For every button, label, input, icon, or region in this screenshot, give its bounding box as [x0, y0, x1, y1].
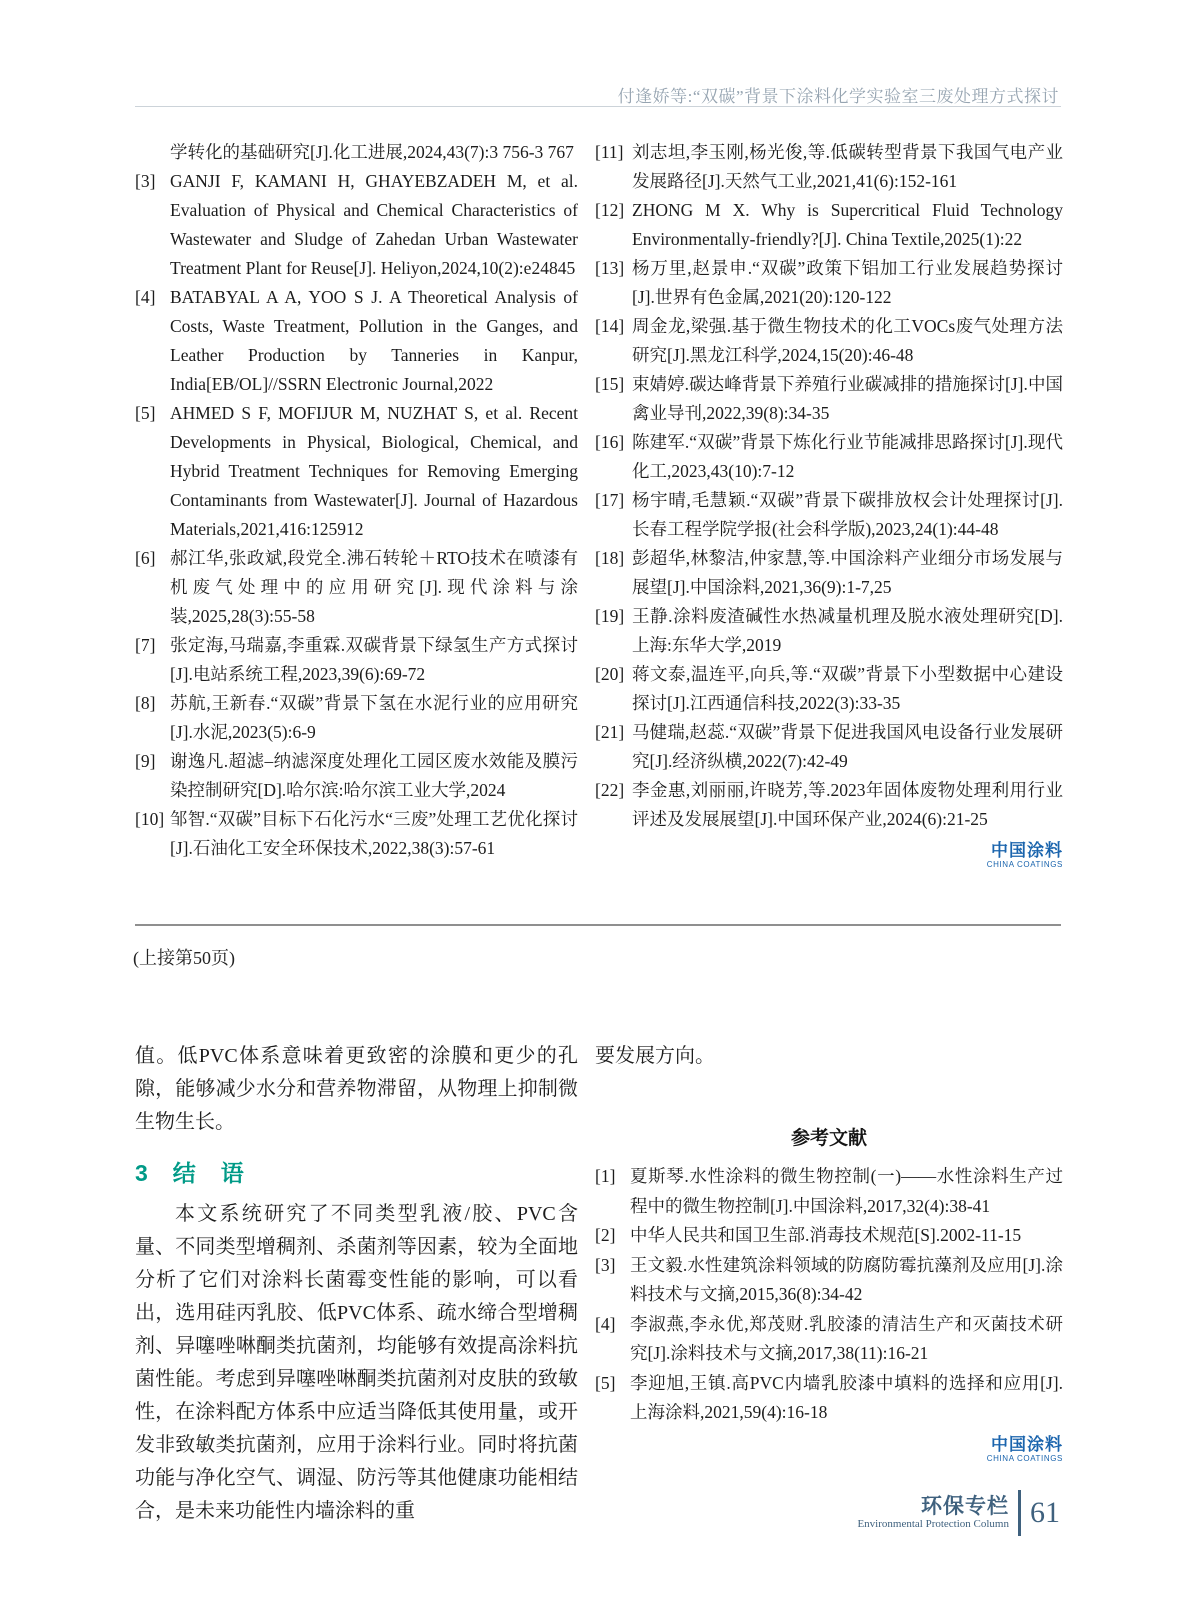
reference-text: ZHONG M X. Why is Supercritical Fluid Technology Environmentally-friendly?[J]. China Textile,2025(1):22 [632, 200, 1063, 249]
reference-number: [8] [135, 693, 156, 713]
reference-text: 王文毅.水性建筑涂料领域的防腐防霉抗藻剂及应用[J].涂料技术与文摘,2015,36(8):34-42 [630, 1254, 1063, 1304]
reference-number: [15] [595, 374, 625, 394]
china-coatings-logo-title: 中国涂料 [991, 841, 1063, 860]
reference-number: [12] [595, 200, 625, 220]
reference-item [595, 602, 1063, 660]
section-heading-conclusion: 3 结 语 [135, 1160, 245, 1186]
article-paragraph-continuation: 要发展方向。 [595, 1045, 715, 1067]
running-head-title: 付逢娇等:“双碳”背景下涂料化学实验室三废处理方式探讨 [617, 87, 1059, 106]
reference-text: 彭超华,林黎洁,仲家慧,等.中国涂料产业细分市场发展与展望[J].中国涂料,2021,36(9):1-7,25 [632, 548, 1063, 597]
page-footer [857, 1490, 1060, 1536]
article-lead-paragraph: 值。低PVC体系意味着更致密的涂膜和更少的孔隙，能够减少水分和营养物滞留，从物理上抑制微生物生长。 [135, 1045, 578, 1133]
reference-number: [5] [135, 403, 156, 423]
reference-number: [14] [595, 316, 625, 336]
reference-item [135, 747, 578, 805]
reference-item [595, 370, 1063, 428]
reference-item [595, 1221, 1063, 1251]
reference-number: [20] [595, 664, 625, 684]
reference-item [595, 718, 1063, 776]
reference-number: [3] [595, 1254, 616, 1275]
page-number: 61 [1030, 1496, 1060, 1529]
reference-number: [3] [135, 171, 156, 191]
reference-text: 学转化的基础研究[J].化工进展,2024,43(7):3 756-3 767 [170, 142, 574, 162]
china-coatings-logo [595, 842, 1063, 869]
reference-item [595, 428, 1063, 486]
reference-text: 李迎旭,王镇.高PVC内墙乳胶漆中填料的选择和应用[J].上海涂料,2021,59(4):16-18 [630, 1372, 1063, 1422]
reference-item [595, 1162, 1063, 1221]
reference-text: GANJI F, KAMANI H, GHAYEBZADEH M, et al. Evaluation of Physical and Chemical Characteristics of Wastewater and Sludge of Zahedan Urban Wastewater Treatment Plant for Reuse[J]. Heliyon,2024,10(2):e24845 [170, 171, 578, 278]
reference-number: [7] [135, 635, 156, 655]
reference-number: [4] [595, 1313, 616, 1334]
continuation-note: (上接第50页) [133, 948, 235, 968]
reference-item [135, 283, 578, 399]
reference-item [595, 660, 1063, 718]
reference-text: 李金惠,刘丽丽,许晓芳,等.2023年固体废物处理利用行业评述及发展展望[J].中国环保产业,2024(6):21-25 [632, 780, 1063, 829]
reference-item [595, 1251, 1063, 1310]
article-column-right [595, 1040, 1063, 1528]
reference-text: 束婧婷.碳达峰背景下养殖行业碳减排的措施探讨[J].中国禽业导刊,2022,39(8):34-35 [632, 374, 1063, 423]
reference-text: BATABYAL A A, YOO S J. A Theoretical Analysis of Costs, Waste Treatment, Pollution in the Ganges, and Leather Production by Tanneries in Kanpur, India[EB/OL]//SSRN Electronic Journal,2022 [170, 287, 578, 394]
reference-text: 夏斯琴.水性涂料的微生物控制(一)——水性涂料生产过程中的微生物控制[J].中国涂料,2017,32(4):38-41 [630, 1166, 1063, 1216]
reference-number: [4] [135, 287, 156, 307]
reference-item [595, 776, 1063, 834]
reference-number: [17] [595, 490, 625, 510]
reference-text: 蒋文泰,温连平,向兵,等.“双碳”背景下小型数据中心建设探讨[J].江西通信科技,2022(3):33-35 [632, 664, 1063, 713]
reference-number: [2] [595, 1225, 616, 1245]
reference-text: 邹智.“双碳”目标下石化污水“三废”处理工艺优化探讨[J].石油化工安全环保技术,2022,38(3):57-61 [170, 809, 578, 858]
footer-column-cn: 环保专栏 [921, 1494, 1009, 1518]
reference-number: [11] [595, 142, 624, 162]
reference-number: [1] [595, 1166, 616, 1186]
reference-item [135, 167, 578, 283]
reference-item [135, 805, 578, 863]
reference-text: 马健瑞,赵蕊.“双碳”背景下促进我国风电设备行业发展研究[J].经济纵横,2022(7):42-49 [632, 722, 1063, 771]
reference-item [595, 138, 1063, 196]
reference-item [595, 544, 1063, 602]
reference-item [135, 689, 578, 747]
reference-number: [10] [135, 809, 165, 829]
reference-text: 郝江华,张政斌,段党全.沸石转轮＋RTO技术在喷漆有机废气处理中的应用研究[J].现代涂料与涂装,2025,28(3):55-58 [170, 548, 578, 626]
reference-item [135, 399, 578, 544]
reference-text: 杨宇晴,毛慧颖.“双碳”背景下碳排放权会计处理探讨[J].长春工程学院学报(社会科学版),2023,24(1):44-48 [632, 490, 1063, 539]
reference-number: [21] [595, 722, 625, 742]
reference-text: 张定海,马瑞嘉,李重霖.双碳背景下绿氢生产方式探讨[J].电站系统工程,2023,39(6):69-72 [170, 635, 578, 684]
article-end-section [135, 1040, 1063, 1528]
reference-number: [9] [135, 751, 156, 771]
reference-column-left [135, 138, 578, 869]
reference-item [135, 631, 578, 689]
reference-text: 谢逸凡.超滤–纳滤深度处理化工园区废水效能及膜污染控制研究[D].哈尔滨:哈尔滨工业大学,2024 [170, 751, 578, 800]
reference-number: [5] [595, 1372, 616, 1393]
reference-item [135, 138, 578, 167]
references-heading: 参考文献 [790, 1128, 867, 1149]
reference-text: 王静.涂料废渣碱性水热减量机理及脱水液处理研究[D].上海:东华大学,2019 [632, 606, 1063, 655]
reference-number: [18] [595, 548, 625, 568]
reference-text: 刘志坦,李玉刚,杨光俊,等.低碳转型背景下我国气电产业发展路径[J].天然气工业,2021,41(6):152-161 [632, 142, 1063, 191]
reference-item [595, 312, 1063, 370]
footer-column-en: Environmental Protection Column [857, 1517, 1009, 1530]
header-divider [135, 106, 1061, 107]
china-coatings-logo-subtitle: CHINA COATINGS [986, 1453, 1063, 1463]
footer-divider-bar [1018, 1490, 1021, 1536]
china-coatings-logo [595, 1436, 1063, 1463]
section-divider [135, 924, 1061, 926]
article-column-left [135, 1040, 578, 1528]
reference-number: [13] [595, 258, 625, 278]
reference-text: 苏航,王新春.“双碳”背景下氢在水泥行业的应用研究[J].水泥,2023(5):6-9 [170, 693, 578, 742]
reference-item [135, 544, 578, 631]
article-body-paragraph: 本文系统研究了不同类型乳液/胶、PVC含量、不同类型增稠剂、杀菌剂等因素，较为全面地分析了它们对涂料长菌霉变性能的影响，可以看出，选用硅丙乳胶、低PVC体系、疏水缔合型增稠剂、异噻唑啉酮类抗菌剂，均能够有效提高涂料抗菌性能。考虑到异噻唑啉酮类抗菌剂对皮肤的致敏性，在涂料配方体系中应适当降低其使用量，或开发非致敏类抗菌剂，应用于涂料行业。同时将抗菌功能与净化空气、调湿、防污等其他健康功能相结合，是未来功能性内墙涂料的重 [135, 1203, 578, 1522]
reference-item [595, 1369, 1063, 1428]
reference-text: 李淑燕,李永优,郑茂财.乳胶漆的清洁生产和灭菌技术研究[J].涂料技术与文摘,2017,38(11):16-21 [630, 1313, 1063, 1363]
reference-column-right [595, 138, 1063, 869]
reference-text: 陈建军.“双碳”背景下炼化行业节能减排思路探讨[J].现代化工,2023,43(10):7-12 [632, 432, 1063, 481]
reference-text: 杨万里,赵景申.“双碳”政策下铝加工行业发展趋势探讨[J].世界有色金属,2021(20):120-122 [632, 258, 1063, 307]
reference-item [595, 486, 1063, 544]
china-coatings-logo-title: 中国涂料 [991, 1434, 1063, 1454]
reference-number: [19] [595, 606, 625, 626]
reference-item [595, 1310, 1063, 1369]
reference-text: 中华人民共和国卫生部.消毒技术规范[S].2002-11-15 [630, 1225, 1022, 1245]
china-coatings-logo-subtitle: CHINA COATINGS [986, 860, 1063, 869]
reference-item [595, 196, 1063, 254]
reference-number: [22] [595, 780, 625, 800]
reference-text: AHMED S F, MOFIJUR M, NUZHAT S, et al. Recent Developments in Physical, Biological, Chemical, and Hybrid Treatment Techniques for Removing Emerging Contaminants from Wastewater[J]. Journal of Hazardous Materials,2021,416:125912 [170, 403, 578, 539]
footer-column-label [857, 1495, 1009, 1531]
reference-text: 周金龙,梁强.基于微生物技术的化工VOCs废气处理方法研究[J].黑龙江科学,2024,15(20):46-48 [632, 316, 1063, 365]
reference-item [595, 254, 1063, 312]
reference-number: [16] [595, 432, 625, 452]
top-reference-section [135, 138, 1063, 869]
reference-number: [6] [135, 548, 156, 568]
